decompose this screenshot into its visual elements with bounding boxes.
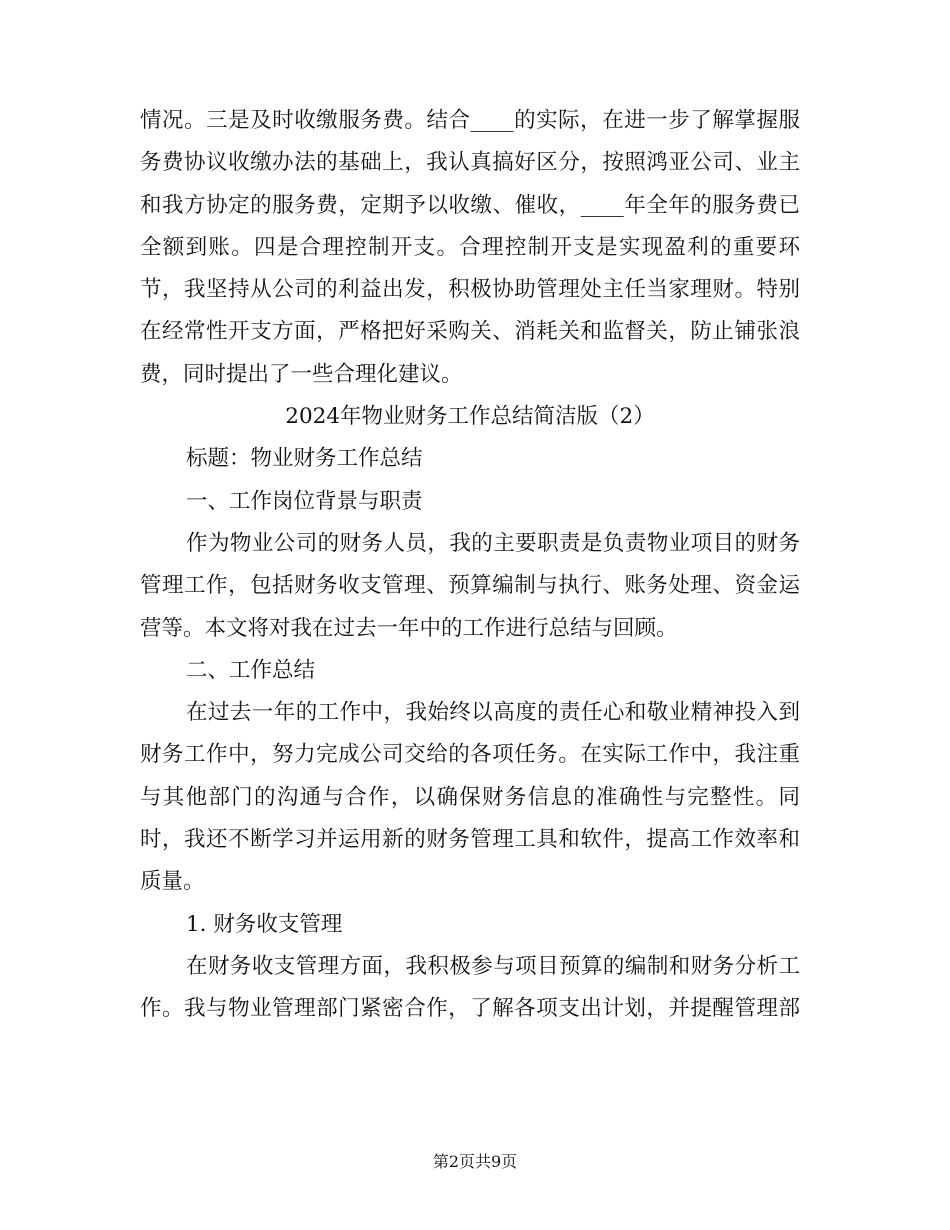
text-line: 作为物业公司的财务人员，我的主要职责是负责物业项目的财务 bbox=[186, 530, 800, 556]
text-line: 在过去一年的工作中，我始终以高度的责任心和敬业精神投入到 bbox=[186, 700, 800, 726]
text-line: 情况。三是及时收缴服务费。结合____的实际，在进一步了解掌握服 bbox=[140, 108, 800, 133]
text-line: 1. 财务收支管理 bbox=[186, 911, 343, 937]
text-line: 节，我坚持从公司的利益出发，积极协助管理处主任当家理财。特别 bbox=[140, 277, 800, 303]
section-heading: 2024年物业财务工作总结简洁版（2） bbox=[285, 404, 655, 430]
page-footer: 第2页共9页 bbox=[432, 1152, 518, 1171]
text-line: 财务工作中，努力完成公司交给的各项任务。在实际工作中，我注重 bbox=[140, 742, 800, 768]
text-line: 质量。 bbox=[140, 869, 205, 895]
text-line: 在经常性开支方面，严格把好采购关、消耗关和监督关，防止铺张浪 bbox=[140, 319, 800, 345]
text-line: 务费协议收缴办法的基础上，我认真搞好区分，按照鸿亚公司、业主 bbox=[140, 150, 800, 176]
text-line: 全额到账。四是合理控制开支。合理控制开支是实现盈利的重要环 bbox=[140, 234, 800, 260]
text-line: 在财务收支管理方面，我积极参与项目预算的编制和财务分析工 bbox=[186, 953, 800, 979]
text-line: 作。我与物业管理部门紧密合作，了解各项支出计划，并提醒管理部 bbox=[140, 996, 800, 1022]
text-line: 与其他部门的沟通与合作，以确保财务信息的准确性与完整性。同 bbox=[140, 784, 800, 810]
text-line: 营等。本文将对我在过去一年中的工作进行总结与回顾。 bbox=[140, 615, 678, 641]
text-line: 标题：物业财务工作总结 bbox=[186, 446, 423, 472]
text-line: 和我方协定的服务费，定期予以收缴、催收，____年全年的服务费已 bbox=[140, 192, 800, 218]
text-line: 一、工作岗位背景与职责 bbox=[186, 488, 423, 514]
document-body bbox=[140, 100, 800, 1031]
text-line: 时，我还不断学习并运用新的财务管理工具和软件，提高工作效率和 bbox=[140, 827, 800, 853]
text-line: 二、工作总结 bbox=[186, 657, 316, 683]
text-line: 费，同时提出了一些合理化建议。 bbox=[140, 361, 463, 387]
text-line: 管理工作，包括财务收支管理、预算编制与执行、账务处理、资金运 bbox=[140, 573, 800, 599]
